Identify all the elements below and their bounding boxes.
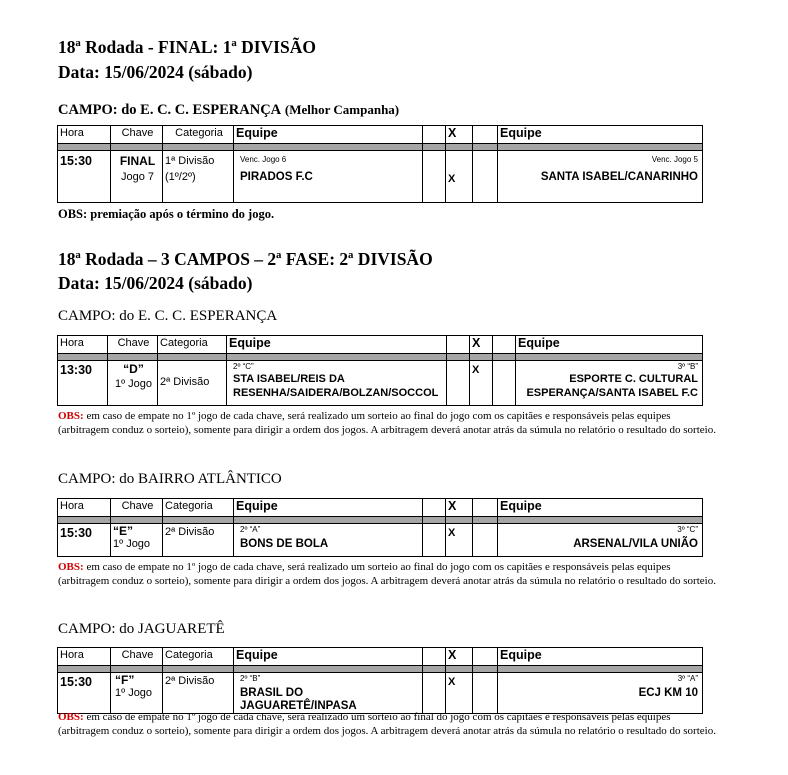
header-chave: Chave [108,336,158,354]
header-equipe-2: Equipe [498,499,703,517]
header-chave: Chave [111,499,163,517]
header-spacer [447,336,470,354]
header-chave: Chave [111,648,163,666]
game-team-1 [234,151,423,203]
obs-label: OBS: [58,410,84,422]
game-e-obs [58,560,720,588]
header-categoria: Categoria [163,126,234,144]
game-team-1 [234,524,423,557]
chave-sub: 1º Jogo [113,538,151,550]
game-e-campo: CAMPO: do BAIRRO ATLÂNTICO [58,471,282,487]
header-hora: Hora [58,499,111,517]
header-equipe-1: Equipe [227,336,447,354]
obs-label: OBS: [58,711,84,723]
header-spacer [473,499,498,517]
game-spacer [473,151,498,203]
header-spacer [473,126,498,144]
game-d-campo: CAMPO: do E. C. C. ESPERANÇA [58,308,278,324]
table-header-row [58,126,703,144]
team2-name: ESPORTE C. CULTURAL ESPERANÇA/SANTA ISABEL F.C [526,373,698,399]
team1-name: PIRADOS F.C [240,171,313,183]
categoria-label: 1ª Divisão [165,155,215,167]
game-d-table [57,335,703,406]
table-header-row [58,648,703,666]
header-categoria: Categoria [163,648,234,666]
chave-sub: 1º Jogo [115,687,153,699]
gray-separator [58,517,703,524]
header-categoria: Categoria [163,499,234,517]
header-spacer [423,499,446,517]
game-categoria: 2ª Divisão [163,673,234,714]
team1-name: BRASIL DO JAGUARETÊ/INPASA [240,687,357,712]
game-e-table [57,498,703,557]
table-row [58,673,703,714]
team1-note: 2º “A” [240,525,261,534]
game-hora: 15:30 [58,524,111,557]
team2-note: Venc. Jogo 5 [651,155,698,164]
table-row [58,361,703,406]
game-x: X [470,361,493,406]
gray-separator [58,144,703,151]
game-categoria: 2ª Divisão [158,361,227,406]
chave-label: “F” [115,673,135,687]
table-row [58,524,703,557]
section2-date: Data: 15/06/2024 (sábado) [58,273,253,293]
section2-title: 18ª Rodada – 3 CAMPOS – 2ª FASE: 2ª DIVISÃO [58,249,433,269]
header-equipe-1: Equipe [234,499,423,517]
obs-text: em caso de empate no 1º jogo de cada chave, será realizado um sorteio ao final do jogo com os capitães e responsáveis pelas equipes (arbitragem conduz o sorteio), somente para dirigir a ordem dos jogos. A arbitragem deverá anotar atrás da súmula no relatório o resultado do sorteio. [58,561,716,587]
game-hora: 15:30 [58,673,111,714]
game-categoria [163,151,234,203]
game-hora: 13:30 [58,361,108,406]
game-chave [111,673,163,714]
game-chave [111,151,163,203]
game-team-2 [498,673,703,714]
header-equipe-2: Equipe [498,126,703,144]
game-f-obs [58,710,720,738]
section1-campo [58,101,399,119]
game-chave [108,361,158,406]
header-hora: Hora [58,126,111,144]
gray-separator [58,666,703,673]
categoria-sub: (1º/2º) [165,171,196,183]
header-spacer [423,126,446,144]
game-spacer [447,361,470,406]
team2-note: 3º “C” [677,525,698,534]
obs-text: em caso de empate no 1º jogo de cada chave, será realizado um sorteio ao final do jogo com os capitães e responsáveis pelas equipes (arbitragem conduz o sorteio), somente para dirigir a ordem dos jogos. A arbitragem deverá anotar atrás da súmula no relatório o resultado do sorteio. [58,711,716,737]
obs-label: OBS: [58,561,84,573]
team1-note: 2º “C” [233,362,254,371]
table-row [58,151,703,203]
campo-name: CAMPO: do E. C. C. ESPERANÇA [58,102,282,118]
game-spacer [473,673,498,714]
team1-name: STA ISABEL/REIS DA RESENHA/SAIDERA/BOLZAN/SOCCOL [233,373,439,399]
table-header-row [58,336,703,354]
team2-name: ARSENAL/VILA UNIÃO [573,538,698,550]
game-chave [111,524,163,557]
game-spacer [493,361,516,406]
section1-obs: OBS: premiação após o término do jogo. [58,207,275,221]
game-spacer [473,524,498,557]
header-x: X [446,126,473,144]
game-x: X [446,151,473,203]
game-x: X [446,673,473,714]
header-spacer [473,648,498,666]
chave-label: “E” [113,524,134,538]
header-spacer [423,648,446,666]
game-hora: 15:30 [58,151,111,203]
header-spacer [493,336,516,354]
header-chave: Chave [111,126,163,144]
game-spacer [423,673,446,714]
gray-separator [58,354,703,361]
header-hora: Hora [58,336,108,354]
game-team-2 [498,524,703,557]
obs-text: em caso de empate no 1º jogo de cada chave, será realizado um sorteio ao final do jogo com os capitães e responsáveis pelas equipes (arbitragem conduz o sorteio), somente para dirigir a ordem dos jogos. A arbitragem deverá anotar atrás da súmula no relatório o resultado do sorteio. [58,410,716,436]
header-x: X [446,499,473,517]
game-team-1 [234,673,423,714]
team2-note: 3º “B” [677,362,698,371]
game-f-table [57,647,703,714]
game-spacer [423,524,446,557]
team2-note: 3º “A” [677,674,698,683]
section1-title: 18ª Rodada - FINAL: 1ª DIVISÃO [58,37,316,57]
chave-label: FINAL [119,154,156,168]
game-spacer [423,151,446,203]
header-x: X [470,336,493,354]
chave-sub: Jogo 7 [120,171,155,183]
header-equipe-2: Equipe [516,336,703,354]
game-team-2 [516,361,703,406]
game-categoria: 2ª Divisão [163,524,234,557]
team1-note: Venc. Jogo 6 [240,155,287,164]
game-x: X [446,524,473,557]
header-equipe-1: Equipe [234,648,423,666]
team1-name: BONS DE BOLA [240,538,329,550]
game-f-campo: CAMPO: do JAGUARETÊ [58,621,225,637]
chave-sub: 1º Jogo [114,378,153,390]
header-categoria: Categoria [158,336,227,354]
header-equipe-2: Equipe [498,648,703,666]
game-team-1 [227,361,447,406]
final-game-table [57,125,703,203]
chave-label: “D” [123,362,144,376]
header-x: X [446,648,473,666]
header-equipe-1: Equipe [234,126,423,144]
header-hora: Hora [58,648,111,666]
team1-note: 2º “B” [240,674,261,683]
campo-note: (Melhor Campanha) [284,102,400,117]
team2-name: SANTA ISABEL/CANARINHO [540,171,698,183]
section1-date: Data: 15/06/2024 (sábado) [58,62,253,82]
game-team-2 [498,151,703,203]
team2-name: ECJ KM 10 [638,687,698,699]
table-header-row [58,499,703,517]
game-d-obs [58,409,720,437]
